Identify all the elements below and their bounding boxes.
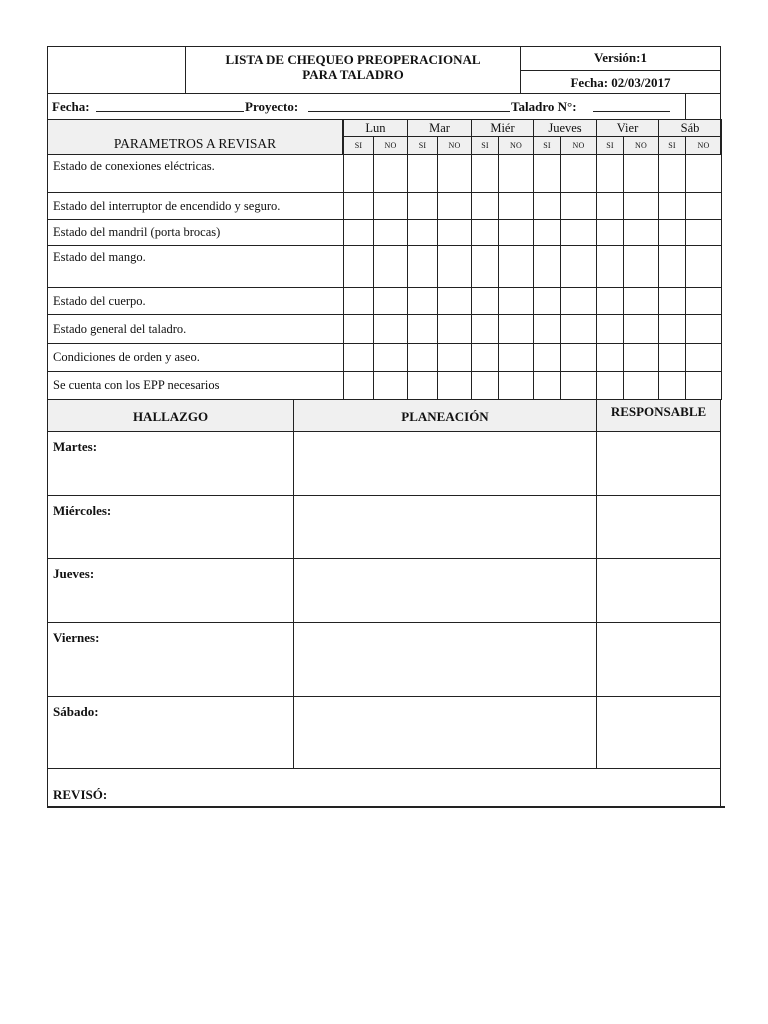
no-checkbox-cell[interactable] <box>373 314 408 344</box>
no-header <box>685 136 722 155</box>
parameter-row-label <box>47 245 344 288</box>
no-checkbox-cell[interactable] <box>685 154 722 193</box>
no-header <box>560 136 597 155</box>
info-divider <box>685 93 686 120</box>
day-header-cell <box>658 119 722 137</box>
si-checkbox-cell[interactable] <box>533 371 561 400</box>
no-checkbox-cell[interactable] <box>498 371 534 400</box>
no-checkbox-cell[interactable] <box>437 219 472 246</box>
no-checkbox-cell[interactable] <box>373 371 408 400</box>
no-checkbox-cell[interactable] <box>623 287 659 315</box>
hallazgo-cell <box>47 622 294 697</box>
fecha-label: Fecha: <box>52 99 90 114</box>
si-checkbox-cell[interactable] <box>596 314 624 344</box>
no-checkbox-cell[interactable] <box>685 245 722 288</box>
si-checkbox-cell[interactable] <box>407 154 438 193</box>
reviso-label: REVISÓ: <box>53 787 108 802</box>
si-checkbox-cell[interactable] <box>533 154 561 193</box>
no-checkbox-cell[interactable] <box>498 192 534 220</box>
taladro-label: Taladro N°: <box>511 99 577 114</box>
si-checkbox-cell[interactable] <box>471 154 499 193</box>
day-header-cell <box>596 119 659 137</box>
no-checkbox-cell[interactable] <box>560 192 597 220</box>
proyecto-field[interactable] <box>308 99 510 112</box>
si-header <box>343 136 374 155</box>
si-checkbox-cell[interactable] <box>658 343 686 372</box>
responsable-header-cell <box>596 399 721 432</box>
no-checkbox-cell[interactable] <box>623 154 659 193</box>
no-checkbox-cell[interactable] <box>437 371 472 400</box>
si-checkbox-cell[interactable] <box>596 287 624 315</box>
parameter-row-label <box>47 192 344 220</box>
si-checkbox-cell[interactable] <box>596 219 624 246</box>
parameter-row-label <box>47 154 344 193</box>
no-checkbox-cell[interactable] <box>373 287 408 315</box>
planeacion-cell[interactable] <box>293 696 597 769</box>
no-checkbox-cell[interactable] <box>560 219 597 246</box>
day-label: Sáb <box>680 121 700 135</box>
responsable-cell[interactable] <box>596 495 721 559</box>
no-checkbox-cell[interactable] <box>498 314 534 344</box>
no-checkbox-cell[interactable] <box>373 219 408 246</box>
no-checkbox-cell[interactable] <box>623 314 659 344</box>
parameter-row-label <box>47 287 344 315</box>
parameter-row-label <box>47 314 344 344</box>
no-checkbox-cell[interactable] <box>623 219 659 246</box>
si-checkbox-cell[interactable] <box>658 219 686 246</box>
si-header-label: SI <box>418 141 427 150</box>
si-checkbox-cell[interactable] <box>343 314 374 344</box>
planeacion-cell[interactable] <box>293 431 597 496</box>
day-label: Mar <box>429 121 450 135</box>
no-header-label: NO <box>384 141 397 150</box>
day-label: Lun <box>365 121 386 135</box>
no-checkbox-cell[interactable] <box>623 192 659 220</box>
planeacion-cell[interactable] <box>293 495 597 559</box>
planeacion-cell[interactable] <box>293 622 597 697</box>
form-title-line1: LISTA DE CHEQUEO PREOPERACIONAL <box>225 52 481 67</box>
si-checkbox-cell[interactable] <box>658 245 686 288</box>
responsable-cell[interactable] <box>596 558 721 623</box>
no-checkbox-cell[interactable] <box>373 245 408 288</box>
si-checkbox-cell[interactable] <box>533 245 561 288</box>
no-header <box>437 136 472 155</box>
si-checkbox-cell[interactable] <box>533 343 561 372</box>
planeacion-cell[interactable] <box>293 558 597 623</box>
hallazgo-cell <box>47 558 294 623</box>
si-checkbox-cell[interactable] <box>596 245 624 288</box>
planeacion-header-cell <box>293 399 597 432</box>
no-checkbox-cell[interactable] <box>560 154 597 193</box>
day-header-cell <box>471 119 534 137</box>
si-checkbox-cell[interactable] <box>596 371 624 400</box>
no-checkbox-cell[interactable] <box>685 219 722 246</box>
si-header-label: SI <box>543 141 551 150</box>
si-checkbox-cell[interactable] <box>658 314 686 344</box>
no-checkbox-cell[interactable] <box>685 287 722 315</box>
si-header <box>407 136 438 155</box>
no-header <box>498 136 534 155</box>
day-header-cell <box>533 119 597 137</box>
si-checkbox-cell[interactable] <box>407 287 438 315</box>
header-logo-cell <box>47 46 186 94</box>
no-header-label: NO <box>510 141 522 150</box>
no-checkbox-cell[interactable] <box>437 245 472 288</box>
si-checkbox-cell[interactable] <box>407 192 438 220</box>
si-checkbox-cell[interactable] <box>343 245 374 288</box>
si-header <box>533 136 561 155</box>
hallazgo-cell <box>47 431 294 496</box>
no-checkbox-cell[interactable] <box>560 245 597 288</box>
parameter-label: Estado del interruptor de encendido y seguro. <box>53 198 281 213</box>
finding-day-label: Sábado: <box>53 704 99 719</box>
parameter-label: Se cuenta con los EPP necesarios <box>53 378 220 392</box>
no-header-label: NO <box>572 141 585 150</box>
responsable-header: RESPONSABLE <box>610 404 707 419</box>
si-header-label: SI <box>354 141 363 150</box>
no-checkbox-cell[interactable] <box>685 192 722 220</box>
parameter-label: Estado del mango. <box>53 250 146 264</box>
responsable-cell[interactable] <box>596 431 721 496</box>
si-checkbox-cell[interactable] <box>407 245 438 288</box>
day-header-cell <box>343 119 408 137</box>
finding-day-label: Miércoles: <box>53 503 112 518</box>
no-header-label: NO <box>635 141 647 150</box>
no-checkbox-cell[interactable] <box>685 314 722 344</box>
si-checkbox-cell[interactable] <box>343 154 374 193</box>
parameter-row-label <box>47 219 344 246</box>
si-checkbox-cell[interactable] <box>343 343 374 372</box>
day-label: Jueves <box>548 121 582 135</box>
si-checkbox-cell[interactable] <box>533 287 561 315</box>
si-checkbox-cell[interactable] <box>658 287 686 315</box>
hallazgo-header: HALLAZGO <box>132 409 209 424</box>
si-checkbox-cell[interactable] <box>471 192 499 220</box>
si-header <box>658 136 686 155</box>
si-checkbox-cell[interactable] <box>471 219 499 246</box>
no-header-label: NO <box>448 141 461 150</box>
si-checkbox-cell[interactable] <box>533 192 561 220</box>
hallazgo-cell <box>47 696 294 769</box>
si-header <box>471 136 499 155</box>
si-checkbox-cell[interactable] <box>343 371 374 400</box>
no-checkbox-cell[interactable] <box>373 343 408 372</box>
si-header-label: SI <box>668 141 676 150</box>
proyecto-label: Proyecto: <box>245 99 299 114</box>
form-title-line2: PARA TALADRO <box>302 67 404 82</box>
form-title-cell <box>185 46 521 94</box>
parameter-label: Estado de conexiones eléctricas. <box>53 159 215 173</box>
si-checkbox-cell[interactable] <box>471 371 499 400</box>
si-checkbox-cell[interactable] <box>596 192 624 220</box>
no-checkbox-cell[interactable] <box>623 343 659 372</box>
parameter-label: Estado del cuerpo. <box>53 293 146 308</box>
si-checkbox-cell[interactable] <box>596 154 624 193</box>
params-header: PARAMETROS A REVISAR <box>113 136 277 151</box>
si-checkbox-cell[interactable] <box>407 219 438 246</box>
no-checkbox-cell[interactable] <box>560 314 597 344</box>
fecha-field[interactable] <box>96 99 244 112</box>
finding-day-label: Martes: <box>53 439 98 454</box>
no-checkbox-cell[interactable] <box>437 154 472 193</box>
params-header-cell <box>47 119 343 155</box>
hallazgo-header-cell <box>47 399 294 432</box>
no-checkbox-cell[interactable] <box>685 343 722 372</box>
reviso-field[interactable] <box>117 772 712 804</box>
no-checkbox-cell[interactable] <box>685 371 722 400</box>
taladro-field[interactable] <box>593 99 670 112</box>
no-checkbox-cell[interactable] <box>498 245 534 288</box>
si-checkbox-cell[interactable] <box>407 343 438 372</box>
si-checkbox-cell[interactable] <box>471 287 499 315</box>
si-checkbox-cell[interactable] <box>343 287 374 315</box>
no-header <box>373 136 408 155</box>
no-header <box>623 136 659 155</box>
no-checkbox-cell[interactable] <box>498 154 534 193</box>
date-cell <box>520 70 721 94</box>
si-checkbox-cell[interactable] <box>343 192 374 220</box>
hallazgo-cell <box>47 495 294 559</box>
si-checkbox-cell[interactable] <box>343 219 374 246</box>
parameter-label: Estado general del taladro. <box>53 321 187 336</box>
parameter-label: Estado del mandril (porta brocas) <box>53 225 221 239</box>
no-checkbox-cell[interactable] <box>560 287 597 315</box>
no-checkbox-cell[interactable] <box>437 287 472 315</box>
version-label: Versión:1 <box>594 50 647 65</box>
version-cell <box>520 46 721 71</box>
si-checkbox-cell[interactable] <box>596 343 624 372</box>
form-date: Fecha: 02/03/2017 <box>570 75 671 90</box>
si-checkbox-cell[interactable] <box>471 245 499 288</box>
no-checkbox-cell[interactable] <box>373 192 408 220</box>
si-checkbox-cell[interactable] <box>407 371 438 400</box>
si-header-label: SI <box>481 141 489 150</box>
finding-day-label: Viernes: <box>53 630 100 645</box>
parameter-row-label <box>47 371 344 400</box>
no-checkbox-cell[interactable] <box>560 343 597 372</box>
no-checkbox-cell[interactable] <box>437 343 472 372</box>
no-checkbox-cell[interactable] <box>437 314 472 344</box>
no-checkbox-cell[interactable] <box>623 371 659 400</box>
day-header-cell <box>407 119 472 137</box>
no-checkbox-cell[interactable] <box>498 219 534 246</box>
no-checkbox-cell[interactable] <box>498 287 534 315</box>
finding-day-label: Jueves: <box>53 566 95 581</box>
responsable-cell[interactable] <box>596 622 721 697</box>
no-checkbox-cell[interactable] <box>560 371 597 400</box>
si-checkbox-cell[interactable] <box>533 314 561 344</box>
si-checkbox-cell[interactable] <box>407 314 438 344</box>
si-header <box>596 136 624 155</box>
responsable-cell[interactable] <box>596 696 721 769</box>
si-header-label: SI <box>606 141 614 150</box>
si-checkbox-cell[interactable] <box>471 314 499 344</box>
no-checkbox-cell[interactable] <box>373 154 408 193</box>
day-label: Miér <box>490 121 515 135</box>
si-checkbox-cell[interactable] <box>658 371 686 400</box>
no-checkbox-cell[interactable] <box>623 245 659 288</box>
preoperational-checklist-form <box>47 46 721 808</box>
si-checkbox-cell[interactable] <box>658 154 686 193</box>
day-label: Vier <box>616 121 639 135</box>
no-header-label: NO <box>697 141 710 150</box>
si-checkbox-cell[interactable] <box>658 192 686 220</box>
no-checkbox-cell[interactable] <box>437 192 472 220</box>
no-checkbox-cell[interactable] <box>498 343 534 372</box>
planeacion-header: PLANEACIÓN <box>401 409 489 424</box>
si-checkbox-cell[interactable] <box>533 219 561 246</box>
bottom-rule <box>47 806 725 808</box>
si-checkbox-cell[interactable] <box>471 343 499 372</box>
parameter-row-label <box>47 343 344 372</box>
parameter-label: Condiciones de orden y aseo. <box>53 350 200 364</box>
